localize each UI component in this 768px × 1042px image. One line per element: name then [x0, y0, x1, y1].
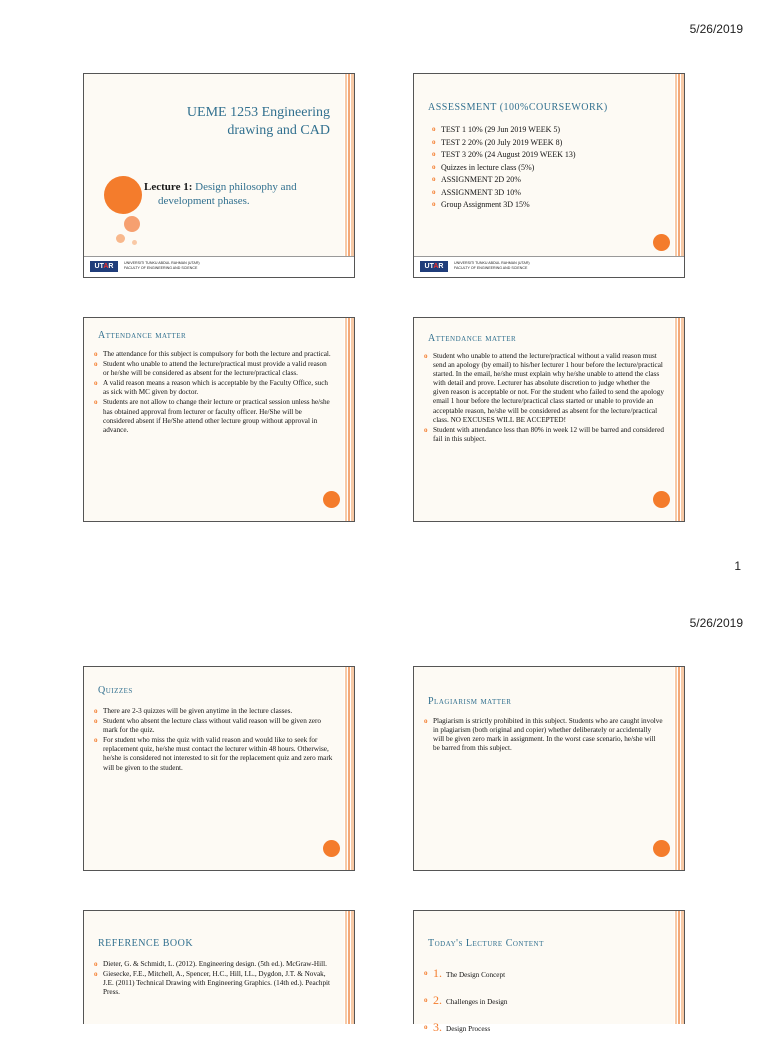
list-item: o TEST 3 20% (24 August 2019 WEEK 13) — [432, 149, 664, 161]
decor-circle-medium — [124, 216, 140, 232]
slide-heading: ASSESSMENT (100%COURSEWORK) — [428, 102, 608, 113]
footer-line2: FACULTY OF ENGINEERING AND SCIENCE — [454, 265, 528, 270]
slide-footer — [414, 256, 684, 277]
accent-dot — [653, 234, 670, 251]
slide-accent-stripe — [344, 318, 354, 521]
footer-line2: FACULTY OF ENGINEERING AND SCIENCE — [124, 265, 198, 270]
list-item: o A valid reason means a reason which is acceptable by the Faculty Office, such as sick with MC given by doctor. — [94, 379, 334, 397]
footer-line1: UNIVERSITI TUNKU ABDUL RAHMAN (UTAR) — [124, 261, 200, 265]
slide-quizzes[interactable] — [83, 666, 355, 871]
slide-reference[interactable] — [83, 910, 355, 1024]
course-title: UEME 1253 Engineering — [186, 105, 330, 120]
footer-text — [124, 261, 200, 270]
list-item: o Quizzes in lecture class (5%) — [432, 162, 664, 174]
reference-list — [94, 960, 334, 998]
slide-accent-stripe — [674, 318, 684, 521]
attendance-list — [424, 352, 664, 445]
lecture-label: Lecture 1: — [144, 181, 193, 193]
item-label: Design Process — [446, 1025, 491, 1033]
slide-heading: Today's Lecture Content — [428, 938, 544, 949]
item-label: The Design Concept — [446, 971, 506, 979]
footer-line1: UNIVERSITI TUNKU ABDUL RAHMAN (UTAR) — [454, 261, 530, 265]
page-date: 5/26/2019 — [689, 22, 743, 36]
page-date: 5/26/2019 — [689, 616, 743, 630]
slide-footer — [84, 256, 354, 277]
list-item: o There are 2-3 quizzes will be given anytime in the lecture classes. — [94, 707, 334, 716]
decor-circle-tiny — [132, 240, 137, 245]
list-item: o The attendance for this subject is compulsory for both the lecture and practical. — [94, 350, 334, 359]
quizzes-list — [94, 707, 334, 774]
list-item: o TEST 2 20% (20 July 2019 WEEK 8) — [432, 137, 664, 149]
list-item: o Group Assignment 3D 15% — [432, 199, 664, 211]
list-item: o Plagiarism is strictly prohibited in this subject. Students who are caught involve in plagiarism (both original and copier) whether deliberately or accidentally will be given zero mark in assignment. In the worst case scenario, he/she will be barred from this subject. — [424, 717, 664, 753]
lecture-content-list — [424, 961, 664, 1042]
lecture-title-line1: Design philosophy and — [192, 181, 297, 193]
decor-circle-small — [116, 234, 125, 243]
list-item — [424, 988, 664, 1014]
slide-heading: Quizzes — [98, 685, 133, 696]
accent-dot — [323, 840, 340, 857]
slide-plagiarism[interactable] — [413, 666, 685, 871]
assessment-list — [432, 124, 664, 212]
list-item: o TEST 1 10% (29 Jun 2019 WEEK 5) — [432, 124, 664, 136]
lecture-title — [144, 180, 297, 208]
slide-accent-stripe — [344, 667, 354, 870]
slide-accent-stripe — [674, 74, 684, 277]
list-item: o Giesecke, F.E., Mitchell, A., Spencer, H.C., Hill, I.L., Dygdon, J.T. & Novak, J.E. (2011) Technical Drawing with Engineering Graphics. (14th ed.). Peachpit Press. — [94, 970, 334, 997]
list-item: o Student who absent the lecture class without valid reason will be given zero mark for the quiz. — [94, 717, 334, 735]
slide-assessment[interactable] — [413, 73, 685, 278]
decor-circle-large — [104, 176, 142, 214]
slide-accent-stripe — [674, 911, 684, 1024]
list-item: o Student with attendance less than 80% in week 12 will be barred and considered fail in this subject. — [424, 426, 664, 444]
list-item: o ASSIGNMENT 3D 10% — [432, 187, 664, 199]
slide-accent-stripe — [344, 911, 354, 1024]
list-item: o ASSIGNMENT 2D 20% — [432, 174, 664, 186]
list-item — [424, 961, 664, 987]
slide-heading: Plagiarism matter — [428, 696, 512, 707]
utar-logo: UTAR — [90, 261, 118, 272]
slide-attendance-2[interactable] — [413, 317, 685, 522]
list-item: o Student who unable to attend the lecture/practical must provide a valid reason or he/she will be considered as absent for the lecture/practical class. — [94, 360, 334, 378]
accent-dot — [653, 491, 670, 508]
item-label: Challenges in Design — [446, 998, 508, 1006]
item-number: 3. — [433, 1020, 442, 1034]
footer-text — [454, 261, 530, 270]
item-number: 1. — [433, 966, 442, 980]
list-item: o Dieter, G. & Schmidt, L. (2012). Engineering design. (5th ed.). McGraw-Hill. — [94, 960, 334, 969]
list-item: o Students are not allow to change their lecture or practical session unless he/she has obtained approval from lecturer or faculty officer. He/She will be considered absent if He/She attend other lecture group without approval in advance. — [94, 398, 334, 434]
list-item: o Student who unable to attend the lecture/practical without a valid reason must send an apology (by email) to his/her lecturer 1 hour before the lecture/practical started. In the email, he/she must explain why he/she unable to attend the class with detail and prove. Lecturer has absolute discretion to judge whether the given reason is acceptable or not. For the student who failed to send the apology email 1 hour before the lecture/practical class started or unable to provide an acceptable reason, he/she will be considered as absent for the lecture/practical class. NO EXCUSES WILL BE ACCEPTED! — [424, 352, 664, 425]
slide-heading: REFERENCE BOOK — [98, 938, 194, 949]
item-number: 2. — [433, 993, 442, 1007]
page-number: 1 — [734, 559, 741, 573]
lecture-title-line2: development phases. — [158, 195, 250, 207]
slide-heading: Attendance matter — [98, 330, 187, 341]
slide-attendance-1[interactable] — [83, 317, 355, 522]
list-item — [424, 1015, 664, 1041]
slide-accent-stripe — [344, 74, 354, 277]
course-subtitle: drawing and CAD — [227, 123, 330, 138]
plagiarism-list — [424, 717, 664, 754]
utar-logo: UTAR — [420, 261, 448, 272]
slide-accent-stripe — [674, 667, 684, 870]
slide-heading: Attendance matter — [428, 333, 517, 344]
accent-dot — [323, 491, 340, 508]
slide-title-text — [187, 104, 330, 140]
list-item: o For student who miss the quiz with valid reason and would like to seek for replacement quiz, he/she must contact the lecturer within 48 hours. Otherwise, he/she is considered not interested to sit for the replacement quiz and zero mark will be given to the student. — [94, 736, 334, 772]
slide-title[interactable] — [83, 73, 355, 278]
accent-dot — [653, 840, 670, 857]
slide-lecture-content[interactable] — [413, 910, 685, 1034]
attendance-list — [94, 350, 334, 436]
